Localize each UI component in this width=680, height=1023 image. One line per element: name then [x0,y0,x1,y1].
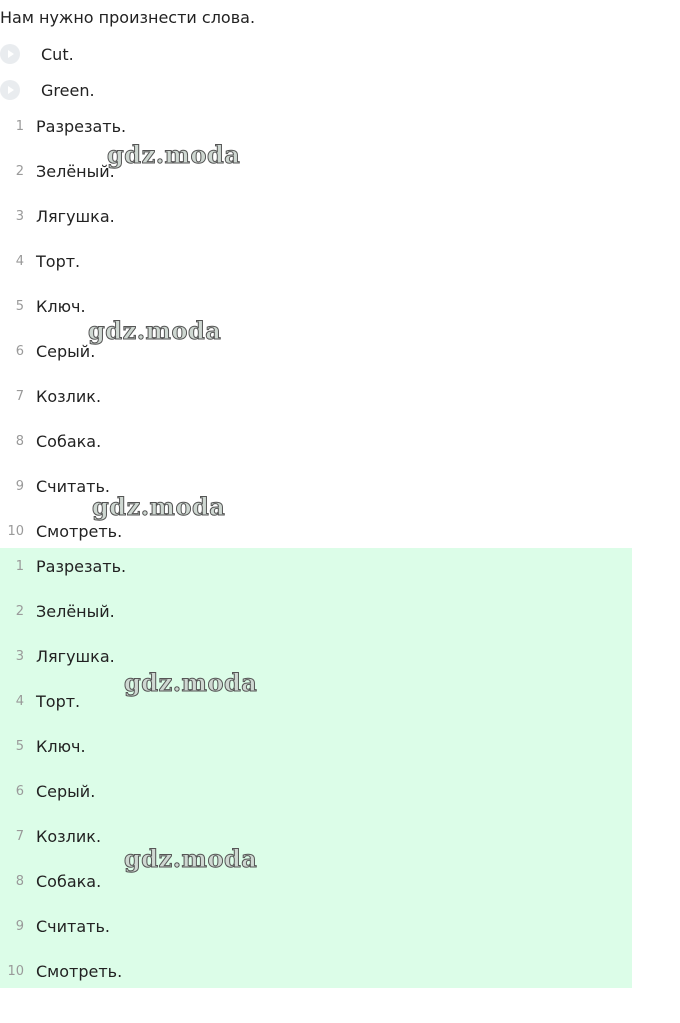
watermark: gdz.moda [92,492,226,521]
watermark: gdz.moda [107,140,241,169]
item-number: 1 [15,119,24,134]
audio-item-cut[interactable] [0,43,74,65]
watermark: gdz.moda [124,668,258,697]
item-number: 1 [15,559,24,574]
item-word: Козлик. [36,387,102,406]
audio-word: Green. [41,80,95,100]
item-word: Лягушка. [36,207,115,226]
item-number: 6 [15,344,24,359]
item-number: 5 [15,299,24,314]
item-word: Зелёный. [36,162,115,181]
item-number: 5 [15,739,24,754]
item-word: Лягушка. [36,647,115,666]
item-word: Смотреть. [36,962,123,981]
item-number: 3 [15,649,24,664]
play-icon[interactable] [0,44,20,64]
item-number: 3 [15,209,24,224]
item-word: Ключ. [36,297,86,316]
item-number: 9 [15,479,24,494]
item-number: 2 [15,164,24,179]
item-number: 8 [15,874,24,889]
item-number: 10 [7,964,24,979]
item-word: Козлик. [36,827,102,846]
item-word: Считать. [36,917,110,936]
audio-word: Cut. [41,44,74,64]
item-number: 2 [15,604,24,619]
item-word: Разрезать. [36,117,127,136]
item-word: Разрезать. [36,557,127,576]
item-number: 4 [15,694,24,709]
item-word: Серый. [36,342,96,361]
item-number: 9 [15,919,24,934]
item-word: Серый. [36,782,96,801]
item-number: 10 [7,524,24,539]
watermark: gdz.moda [88,316,222,345]
play-icon[interactable] [0,80,20,100]
intro-text: Нам нужно произнести слова. [0,8,256,27]
item-word: Смотреть. [36,522,123,541]
item-word: Торт. [36,252,81,271]
item-word: Зелёный. [36,602,115,621]
item-number: 4 [15,254,24,269]
item-word: Ключ. [36,737,86,756]
item-number: 8 [15,434,24,449]
item-number: 6 [15,784,24,799]
item-word: Считать. [36,477,110,496]
watermark: gdz.moda [124,844,258,873]
item-word: Торт. [36,692,81,711]
item-word: Собака. [36,432,102,451]
item-number: 7 [15,829,24,844]
item-number: 7 [15,389,24,404]
item-word: Собака. [36,872,102,891]
audio-item-green[interactable] [0,79,95,101]
